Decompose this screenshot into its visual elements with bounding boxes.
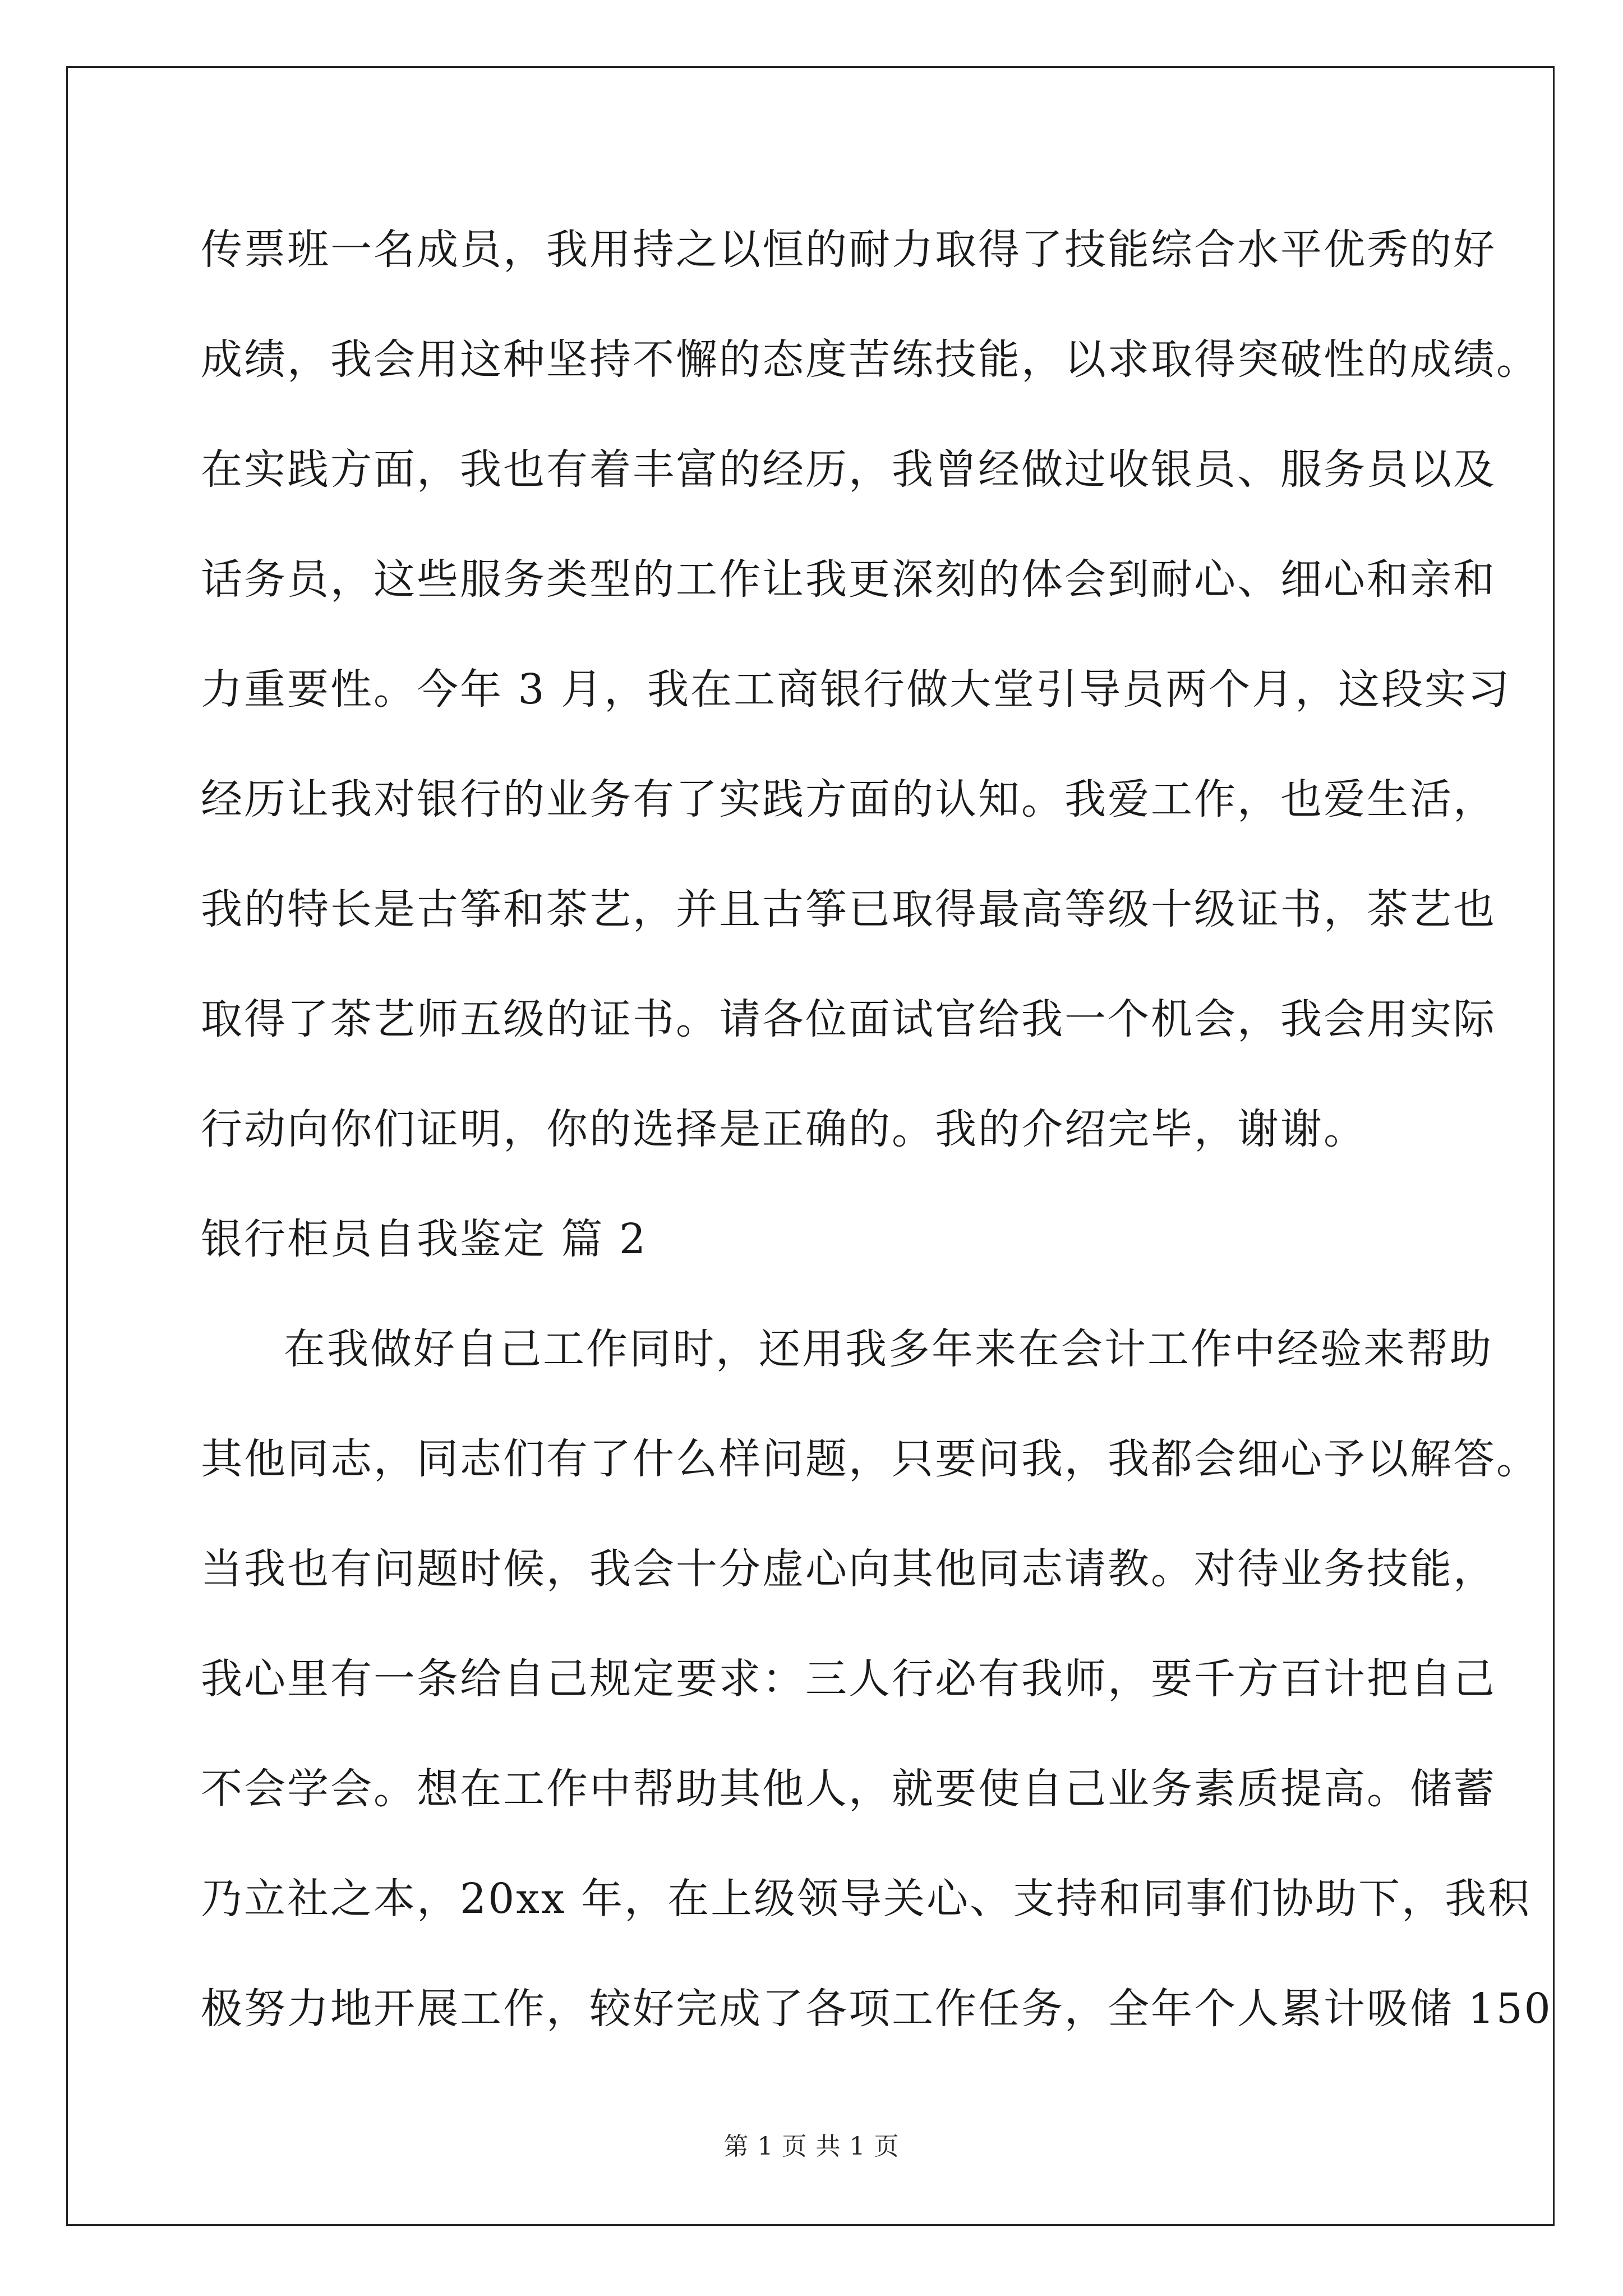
body-line: 在我做好自己工作同时，还用我多年来在会计工作中经验来帮助 bbox=[284, 1325, 1493, 1373]
body-line: 我的特长是古筝和茶艺，并且古筝已取得最高等级十级证书，茶艺也 bbox=[201, 885, 1496, 933]
page-footer: 第 1 页 共 1 页 bbox=[723, 2132, 900, 2161]
body-line: 当我也有问题时候，我会十分虚心向其他同志请教。对待业务技能， bbox=[201, 1545, 1496, 1593]
body-line: 成绩，我会用这种坚持不懈的态度苦练技能，以求取得突破性的成绩。 bbox=[201, 335, 1539, 384]
body-line: 在实践方面，我也有着丰富的经历，我曾经做过收银员、服务员以及 bbox=[201, 445, 1496, 494]
body-line: 传票班一名成员，我用持之以恒的耐力取得了技能综合水平优秀的好 bbox=[201, 226, 1496, 274]
body-line: 取得了茶艺师五级的证书。请各位面试官给我一个机会，我会用实际 bbox=[201, 995, 1496, 1043]
body-line: 行动向你们证明，你的选择是正确的。我的介绍完毕，谢谢。 bbox=[201, 1105, 1367, 1153]
body-line: 极努力地开展工作，较好完成了各项工作任务，全年个人累计吸储 150 bbox=[201, 1985, 1552, 2033]
body-line: 乃立社之本，20xx 年，在上级领导关心、支持和同事们协助下，我积 bbox=[201, 1875, 1532, 1923]
body-line: 经历让我对银行的业务有了实践方面的认知。我爱工作，也爱生活， bbox=[201, 775, 1496, 823]
body-line: 我心里有一条给自己规定要求：三人行必有我师，要千方百计把自己 bbox=[201, 1655, 1496, 1703]
document-body bbox=[201, 219, 1552, 2088]
body-line: 不会学会。想在工作中帮助其他人，就要使自己业务素质提高。储蓄 bbox=[201, 1765, 1496, 1813]
body-line: 话务员，这些服务类型的工作让我更深刻的体会到耐心、细心和亲和 bbox=[201, 555, 1496, 604]
section-heading: 银行柜员自我鉴定 篇 2 bbox=[201, 1215, 648, 1263]
body-line: 力重要性。今年 3 月，我在工商银行做大堂引导员两个月，这段实习 bbox=[201, 665, 1511, 714]
body-line: 其他同志，同志们有了什么样问题，只要问我，我都会细心予以解答。 bbox=[201, 1435, 1539, 1483]
